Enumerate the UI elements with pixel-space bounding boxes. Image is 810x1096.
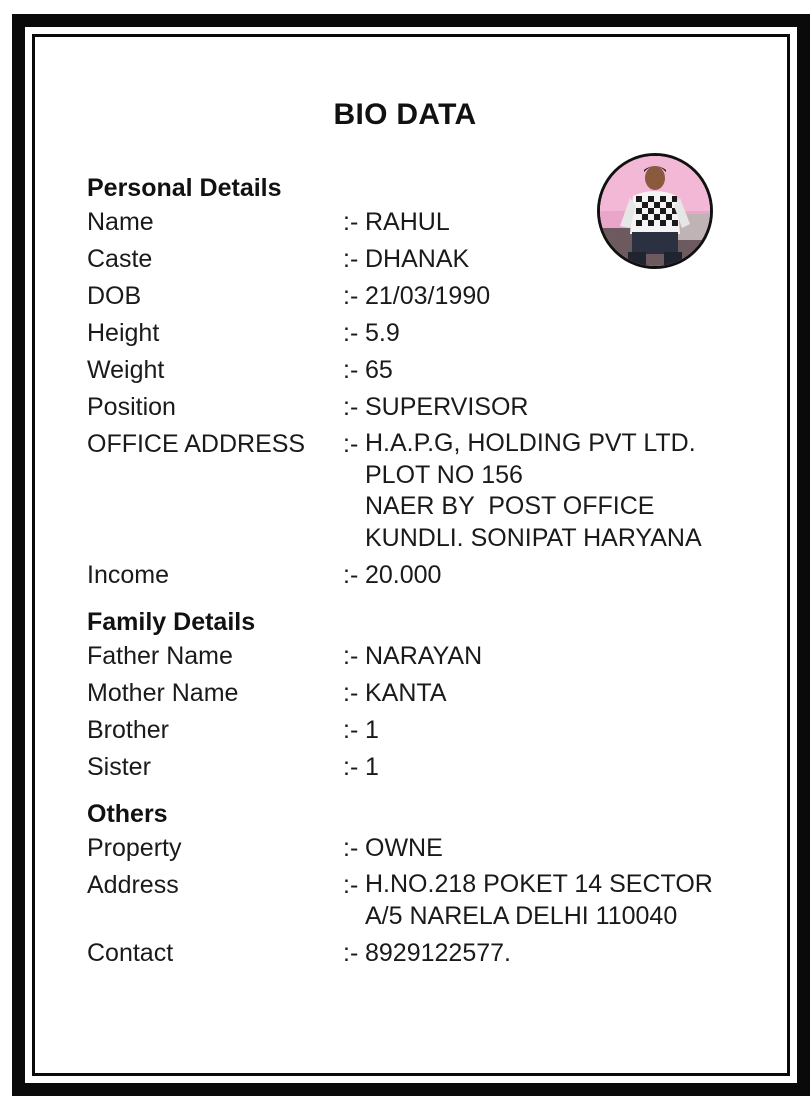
- dob-label: DOB: [87, 282, 142, 310]
- contact-label: Contact: [87, 939, 174, 967]
- office-address-line: PLOT NO 156: [365, 460, 523, 489]
- address-row: [87, 869, 747, 932]
- dob-value: 21/03/1990: [365, 282, 491, 310]
- name-row: [87, 206, 747, 243]
- family-details-heading: Family Details: [87, 608, 256, 636]
- separator: :-: [343, 871, 359, 899]
- office-address-line: NAER BY POST OFFICE: [365, 492, 655, 520]
- separator: :-: [343, 319, 359, 347]
- name-label: Name: [87, 208, 154, 236]
- contact-value: 8929122577.: [365, 939, 511, 967]
- caste-row: [87, 243, 747, 280]
- caste-value: DHANAK: [365, 245, 470, 273]
- brother-label: Brother: [87, 716, 169, 744]
- office-address-row: [87, 428, 747, 554]
- separator: :-: [343, 834, 359, 862]
- position-value: SUPERVISOR: [365, 393, 529, 421]
- office-address-line: KUNDLI. SONIPAT HARYANA: [365, 523, 702, 552]
- office-address-value: [365, 428, 747, 554]
- name-value: RAHUL: [365, 208, 450, 236]
- height-value: 5.9: [365, 319, 400, 347]
- property-row: [87, 832, 747, 869]
- father-name-label: Father Name: [87, 642, 233, 670]
- separator: :-: [343, 679, 359, 707]
- income-row: [87, 559, 747, 596]
- position-row: [87, 391, 747, 428]
- contact-row: [87, 937, 747, 974]
- address-line: A/5 NARELA DELHI 110040: [365, 901, 678, 930]
- position-label: Position: [87, 393, 176, 421]
- property-value: OWNE: [365, 834, 443, 862]
- others-heading: Others: [87, 800, 168, 828]
- office-address-label: OFFICE ADDRESS: [87, 430, 306, 458]
- income-label: Income: [87, 561, 169, 589]
- separator: :-: [343, 716, 359, 744]
- address-line: H.NO.218 POKET 14 SECTOR: [365, 870, 713, 898]
- separator: :-: [343, 208, 359, 236]
- office-address-line: H.A.P.G, HOLDING PVT LTD.: [365, 429, 696, 457]
- property-label: Property: [87, 834, 182, 862]
- separator: :-: [343, 939, 359, 967]
- sister-value: 1: [365, 753, 379, 781]
- sister-label: Sister: [87, 753, 151, 781]
- address-value: [365, 869, 747, 932]
- mother-name-row: [87, 677, 747, 714]
- weight-row: [87, 354, 747, 391]
- caste-label: Caste: [87, 245, 153, 273]
- height-label: Height: [87, 319, 160, 347]
- separator: :-: [343, 561, 359, 589]
- dob-row: [87, 280, 747, 317]
- father-name-row: [87, 640, 747, 677]
- weight-value: 65: [365, 356, 393, 384]
- brother-value: 1: [365, 716, 379, 744]
- sister-row: [87, 751, 747, 788]
- personal-details-heading: Personal Details: [87, 174, 282, 202]
- mother-name-label: Mother Name: [87, 679, 239, 707]
- mother-name-value: KANTA: [365, 679, 447, 707]
- separator: :-: [343, 282, 359, 310]
- separator: :-: [343, 393, 359, 421]
- separator: :-: [343, 356, 359, 384]
- separator: :-: [343, 753, 359, 781]
- bio-content: [87, 170, 747, 974]
- weight-label: Weight: [87, 356, 165, 384]
- separator: :-: [343, 245, 359, 273]
- separator: :-: [343, 642, 359, 670]
- father-name-value: NARAYAN: [365, 642, 483, 670]
- address-label: Address: [87, 871, 179, 899]
- separator: :-: [343, 430, 359, 458]
- brother-row: [87, 714, 747, 751]
- page-title: BIO DATA: [333, 98, 477, 131]
- income-value: 20.000: [365, 561, 442, 589]
- height-row: [87, 317, 747, 354]
